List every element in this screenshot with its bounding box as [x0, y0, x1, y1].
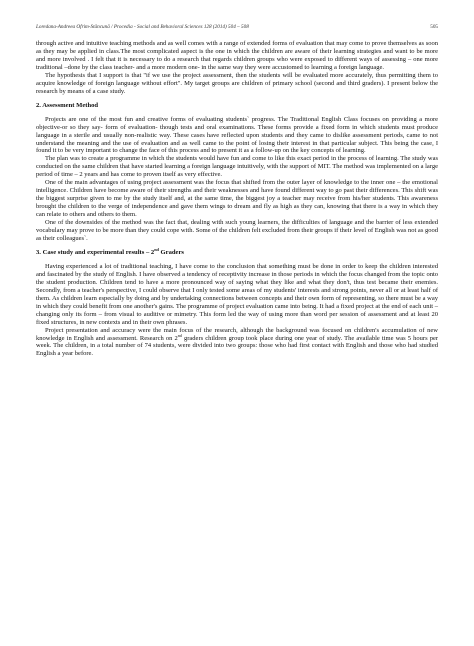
paragraph: The plan was to create a programme in which the students would have fun and come to like this exact period in the process of learning. The study was conducted on the same children that have started learning a foreign language intuitively, with the support of MIT. The method was implemented on a large period of time – 2 years and has come to proven itself as very effective.	[36, 155, 438, 179]
section-heading-suffix: Graders	[158, 248, 184, 256]
paragraph: Having experienced a lot of traditional teaching, I have come to the conclusion that something must be done in order to keep the children interested and fascinated by the study of English. I have observed a tendency of receptivity increase in those periods in which the focus changed from the topic onto the student production. Children tend to have a more pronounced way of saying what they like and what they don't, thus test became their enemies. Secondly, from a teacher's perspective, I could observe that I only tested some areas of my students' interests and strong points, never all or at least half of them. As children learn especially by doing and by undertaking connections between concepts and their own form of representing, so there must be a way in which they could benefit from one another's gains. The programme of project evaluation came into being. It had a fixed project at the end of each unit – changing only its form – from visual to auditive or mimetry. This form led the way of using more than word per session of assessment and at least 20 fixed structures, in new contexts and in their own phrases.	[36, 262, 438, 326]
section-heading	[36, 246, 438, 257]
paragraph: Projects are one of the most fun and creative forms of evaluating students` progress. The Traditional English Class focuses on providing a more objective-or so they say- form of evaluation- though tests and oral examinations. These forms provide a fixed form in which students must produce language in a sterile and usually non-realistic way. These cases have reflected upon students and they came to dislike assessment periods, came to not understand the meaning and the use of evaluation and as well came to the point of losing their interest in that particular subject. This being the case, I found it to be very important to change the face of this process and to present it as a follow-up on the key concepts of learning.	[36, 115, 438, 155]
paragraph: One of the downsides of the method was the fact that, dealing with such young learners, the difficulties of language and the barrier of less extended vocabulary may prove to be more than they could cope with. Some of the children felt excluded from their groups if their level of English was not as good as their colleagues`.	[36, 219, 438, 242]
paragraph-text: Project presentation and accuracy were the main focus of the research, although the background was focused on children's accumulation of new knowledge in English and assessment. Research on 2	[36, 326, 438, 342]
page-number: 505	[430, 24, 438, 30]
journal-citation: Loredana-Andreea Ofrim-Stăncună / Procedia - Social and Behavioral Sciences 128 (2014) 504 – 508	[36, 24, 249, 30]
paragraph-text: graders children group took place during one year of study. The available time was 5 hours per week. The children, in a total number of 74 students, were divided into two groups: those who had first contact with English and those who had studied English a year before.	[36, 334, 439, 358]
paragraph: The hypothesis that I support is that "if we use the project assessment, then the students will be evaluated more accurately, thus permitting them to acquire knowledge of foreign language without effort". My target groups are children of primary school (second and third graders). I present below the research by means of a case study.	[36, 71, 438, 95]
section-heading-sup: nd	[154, 246, 159, 252]
section-heading: 2. Assessment Method	[36, 101, 99, 109]
section-heading-prefix: 3. Case study and experimental results – 2	[36, 248, 155, 256]
paragraph: One of the main advantages of using project assessment was the focus that shifted from the outer layer of knowledge to the inner one – the emotional intelligence. Children have become aware of their strengths and their weaknesses and have found different way to go past their differences. This shift was the biggest surprise given to me by the study itself and, at the same time, the biggest joy a teacher may receive from his/her students. This awareness brought the children to the verge of independence and gave them wings to dream and fly as high as they can, knowing that there is a way in which they can relate to others and others to them.	[36, 179, 438, 219]
paragraph	[36, 327, 438, 359]
ordinal-sup: nd	[177, 332, 182, 338]
running-header	[36, 24, 438, 30]
paragraph: through active and intuitive teaching methods and as well comes with a range of extended forms of evaluation that may come to prove themselves as soon as they may be applied in class.The most complicated aspect is the one in which the children are aware of their learning strategies and want to be more and more involved . I felt that it is necessary to do a research that regards children groups who were exposed to different ways of assessing – one more traditional –done by the class teacher- and a more modern one- in the same way they were accustomed to learning a foreign language.	[36, 40, 438, 71]
article-body	[36, 40, 438, 358]
